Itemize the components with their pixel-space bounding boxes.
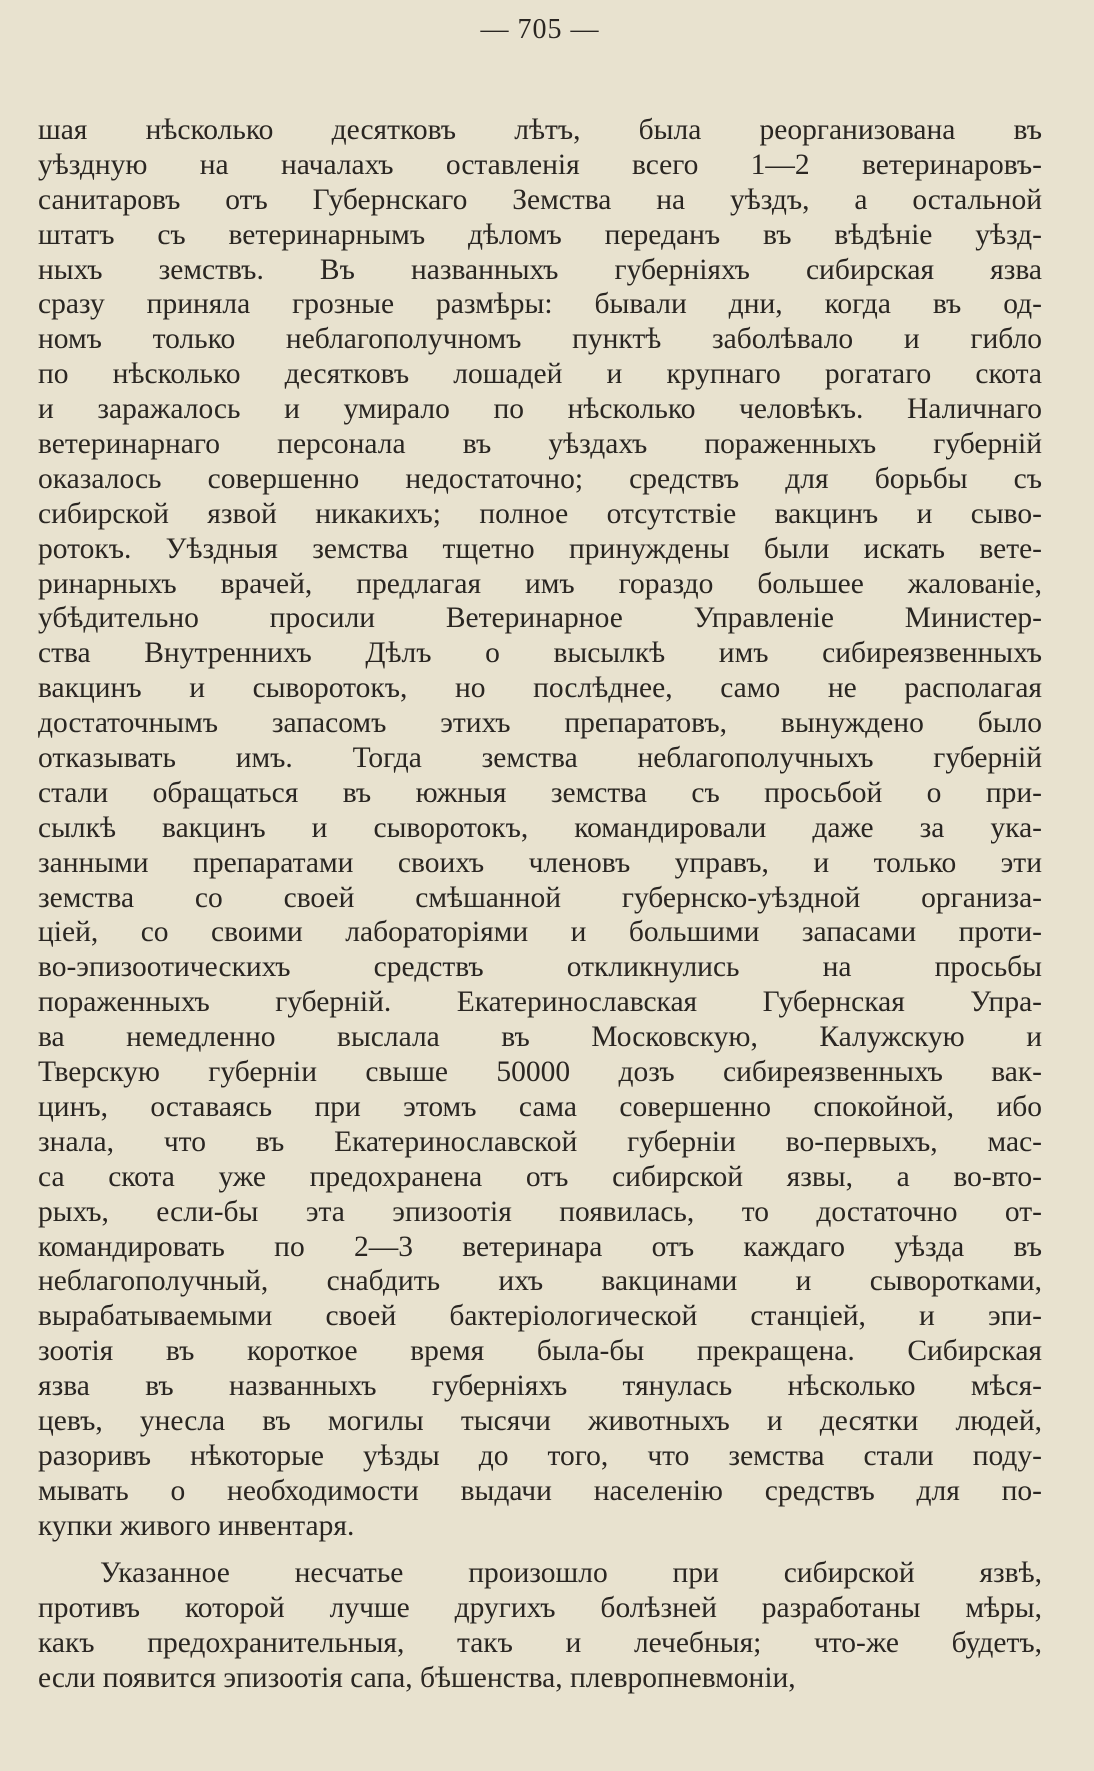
text-line: купки живого инвентаря.: [38, 1509, 355, 1542]
text-line: командировать по 2—3 ветеринара отъ каждаго уѣзда въ: [38, 1230, 1042, 1263]
paragraph-1: [38, 113, 1042, 1544]
text-line: сразу приняла грозные размѣры: бывали дни, когда въ од-: [38, 288, 1042, 321]
text-line: ветеринарнаго персонала въ уѣздахъ пораженныхъ губерній: [38, 428, 1042, 461]
text-line: ротокъ. Уѣздныя земства тщетно принуждены были искать вете-: [38, 532, 1042, 565]
text-line: пораженныхъ губерній. Екатеринославская Губернская Упра-: [38, 986, 1042, 1019]
text-line: и заражалось и умирало по нѣсколько человѣкъ. Наличнаго: [38, 393, 1042, 426]
text-line: шая нѣсколько десятковъ лѣтъ, была реорганизована въ: [38, 114, 1042, 146]
text-line: земства со своей смѣшанной губернско-уѣздной организа-: [38, 881, 1042, 914]
text-line: во-эпизоотическихъ средствъ откликнулись на просьбы: [38, 951, 1042, 984]
text-line: ныхъ земствъ. Въ названныхъ губерніяхъ сибирская язва: [38, 253, 1042, 286]
text-line: если появится эпизоотія сапа, бѣшенства, плевропневмоніи,: [38, 1661, 796, 1694]
text-line: сибирской язвой никакихъ; полное отсутствіе вакцинъ и сыво-: [38, 497, 1042, 530]
text-line: номъ только неблагополучномъ пунктѣ заболѣвало и гибло: [38, 323, 1042, 356]
text-line: ринарныхъ врачей, предлагая имъ гораздо большее жалованіе,: [38, 567, 1042, 600]
text-line: ціей, со своими лабораторіями и большими запасами проти-: [38, 916, 1042, 949]
text-line: какъ предохранительныя, такъ и лечебныя; что-же будетъ,: [38, 1626, 1042, 1659]
text-line: вакцинъ и сыворотокъ, но послѣднее, само не располагая: [38, 672, 1042, 705]
text-line: Указанное несчатье произошло при сибирской язвѣ,: [100, 1557, 1042, 1589]
text-line: са скота уже предохранена отъ сибирской язвы, а во-вто-: [38, 1160, 1042, 1193]
text-line: рыхъ, если-бы эта эпизоотія появилась, то достаточно от-: [38, 1195, 1042, 1228]
text-line: убѣдительно просили Ветеринарное Управленіе Министер-: [38, 602, 1042, 635]
text-line: язва въ названныхъ губерніяхъ тянулась нѣсколько мѣся-: [38, 1370, 1042, 1403]
text-line: стали обращаться въ южныя земства съ просьбой о при-: [38, 776, 1042, 809]
text-line: отказывать имъ. Тогда земства неблагополучныхъ губерній: [38, 742, 1042, 775]
text-line: знала, что въ Екатеринославской губерніи во-первыхъ, мас-: [38, 1125, 1042, 1158]
text-line: цевъ, унесла въ могилы тысячи животныхъ и десятки людей,: [38, 1404, 1042, 1437]
page-number: — 705 —: [480, 14, 600, 45]
text-line: занными препаратами своихъ членовъ управъ, и только эти: [38, 846, 1042, 879]
text-line: ства Внутреннихъ Дѣлъ о высылкѣ имъ сибиреязвенныхъ: [38, 637, 1042, 670]
text-line: противъ которой лучше другихъ болѣзней разработаны мѣры,: [38, 1591, 1042, 1624]
text-line: вырабатываемыми своей бактеріологической станціей, и эпи-: [38, 1300, 1042, 1333]
text-line: по нѣсколько десятковъ лошадей и крупнаго рогатаго скота: [38, 358, 1042, 391]
text-line: мывать о необходимости выдачи населенію средствъ для по-: [38, 1474, 1042, 1507]
text-line: цинъ, оставаясь при этомъ сама совершенно спокойной, ибо: [38, 1090, 1042, 1123]
text-line: разоривъ нѣкоторые уѣзды до того, что земства стали поду-: [38, 1439, 1042, 1472]
text-line: ва немедленно выслала въ Московскую, Калужскую и: [38, 1021, 1042, 1054]
text-line: штатъ съ ветеринарнымъ дѣломъ переданъ въ вѣдѣніе уѣзд-: [38, 218, 1042, 251]
text-line: неблагополучный, снабдить ихъ вакцинами и сыворотками,: [38, 1265, 1042, 1298]
text-line: уѣздную на началахъ оставленія всего 1—2 ветеринаровъ-: [38, 148, 1042, 181]
text-line: зоотія въ короткое время была-бы прекращена. Сибирская: [38, 1335, 1042, 1368]
text-line: санитаровъ отъ Губернскаго Земства на уѣздъ, а остальной: [38, 183, 1042, 216]
text-line: Тверскую губерніи свыше 50000 дозъ сибиреязвенныхъ вак-: [38, 1056, 1042, 1089]
paragraph-2: [38, 1556, 1042, 1696]
text-line: оказалось совершенно недостаточно; средствъ для борьбы съ: [38, 462, 1042, 495]
text-line: сылкѣ вакцинъ и сыворотокъ, командировали даже за ука-: [38, 811, 1042, 844]
text-line: достаточнымъ запасомъ этихъ препаратовъ, вынуждено было: [38, 707, 1042, 740]
